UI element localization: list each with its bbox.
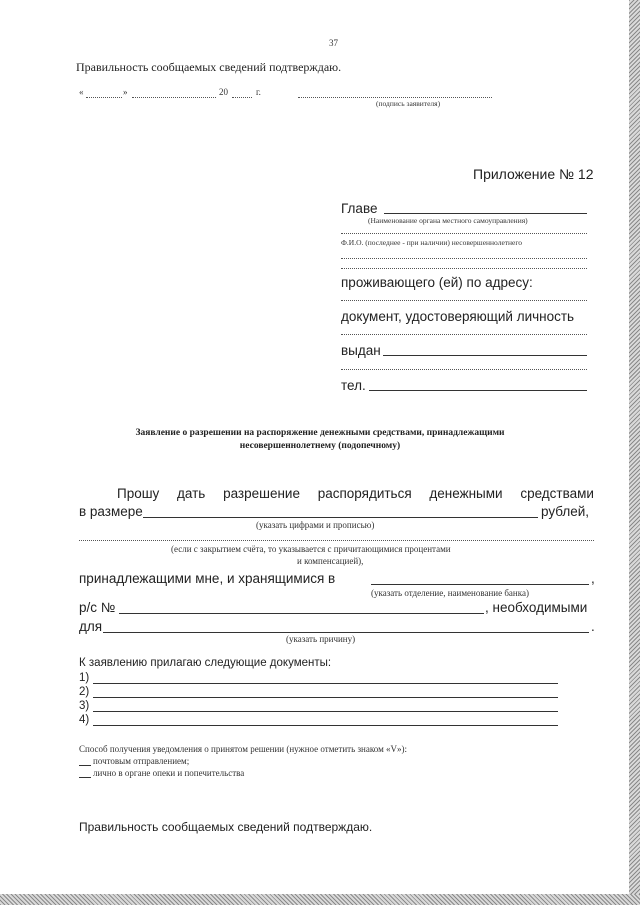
date-open-quote: «	[79, 87, 84, 97]
word-2: дать	[177, 486, 206, 501]
attachment-3-line[interactable]	[93, 711, 558, 712]
request-line	[79, 486, 594, 501]
address-label: проживающего (ей) по адресу:	[341, 275, 533, 290]
date-close-quote: »	[123, 87, 128, 97]
bottom-confirmation: Правильность сообщаемых сведений подтверждаю.	[79, 820, 373, 834]
account-line[interactable]	[119, 613, 484, 614]
word-1: Прошу	[117, 486, 160, 501]
word-4: распорядиться	[317, 486, 412, 501]
amount-line[interactable]	[143, 517, 538, 518]
reason-dot: .	[591, 619, 595, 634]
word-3: разрешение	[223, 486, 300, 501]
issued-line[interactable]	[383, 355, 587, 356]
reason-caption: (указать причину)	[286, 634, 356, 644]
title-line-2: несовершеннолетнему (подопечному)	[239, 441, 401, 451]
glave-label: Главе	[341, 201, 378, 216]
year-prefix: 20	[219, 87, 228, 97]
attachment-1-line[interactable]	[93, 683, 558, 684]
attachment-2-line[interactable]	[93, 697, 558, 698]
option-1-label: почтовым отправлением;	[93, 756, 190, 766]
appendix-label: Приложение № 12	[473, 166, 594, 182]
for-label: для	[79, 619, 103, 634]
option-1-checkbox-line[interactable]	[79, 765, 91, 766]
fio-caption: Ф.И.О. (последнее - при наличии) несовершеннолетнего	[341, 238, 523, 247]
bank-caption: (указать отделение, наименование банка)	[371, 588, 529, 598]
amount-line-2[interactable]	[79, 540, 594, 541]
signature-caption: (подпись заявителя)	[376, 99, 441, 108]
bank-line[interactable]	[371, 584, 589, 585]
closing-caption-2: и компенсацией),	[297, 556, 364, 566]
year-line[interactable]	[232, 97, 252, 98]
fio-line-2[interactable]	[341, 258, 587, 259]
attachment-4-label: 4)	[79, 714, 90, 726]
word-5: денежными	[429, 486, 503, 501]
issued-label: выдан	[341, 343, 381, 358]
in-amount-label: в размере	[79, 504, 143, 519]
glave-line[interactable]	[384, 213, 587, 214]
fio-line-3[interactable]	[341, 268, 587, 269]
option-2-label: лично в органе опеки и попечительства	[93, 768, 245, 778]
top-confirmation: Правильность сообщаемых сведений подтверждаю.	[76, 60, 342, 74]
closing-caption-1: (если с закрытием счёта, то указывается с причитающимися процентами	[171, 544, 451, 554]
title-line-1: Заявление о разрешении на распоряжение денежными средствами, принадлежащими	[135, 428, 505, 438]
amount-caption: (указать цифрами и прописью)	[256, 520, 375, 530]
signature-line[interactable]	[298, 97, 492, 98]
belonging-label: принадлежащими мне, и хранящимися в	[79, 571, 336, 586]
notification-intro: Способ получения уведомления о принятом решении (нужное отметить знаком «V»):	[79, 744, 408, 754]
page-number: 37	[329, 38, 338, 48]
address-line[interactable]	[341, 300, 587, 301]
document-line[interactable]	[341, 334, 587, 335]
attachment-3-label: 3)	[79, 700, 90, 712]
fio-line-1[interactable]	[341, 233, 587, 234]
bank-comma: ,	[591, 571, 595, 586]
year-suffix: г.	[256, 87, 261, 97]
scan-edge-bottom	[0, 894, 640, 905]
glave-caption: (Наименование органа местного самоуправления)	[368, 216, 528, 225]
reason-line[interactable]	[103, 632, 589, 633]
attachment-4-line[interactable]	[93, 725, 558, 726]
account-label: р/с №	[79, 600, 116, 615]
document-label: документ, удостоверяющий личность	[341, 309, 575, 324]
rubles-label: рублей,	[541, 504, 590, 519]
day-line[interactable]	[86, 97, 122, 98]
issued-line-2[interactable]	[341, 369, 587, 370]
attachment-2-label: 2)	[79, 686, 90, 698]
attachment-1-label: 1)	[79, 672, 90, 684]
option-2-checkbox-line[interactable]	[79, 777, 91, 778]
attachments-intro: К заявлению прилагаю следующие документы:	[79, 657, 332, 669]
needed-label: , необходимыми	[485, 600, 588, 615]
phone-line[interactable]	[369, 390, 587, 391]
scan-edge-right	[629, 0, 640, 905]
word-6: средствами	[520, 486, 594, 501]
month-line[interactable]	[132, 97, 216, 98]
phone-label: тел.	[341, 378, 366, 393]
